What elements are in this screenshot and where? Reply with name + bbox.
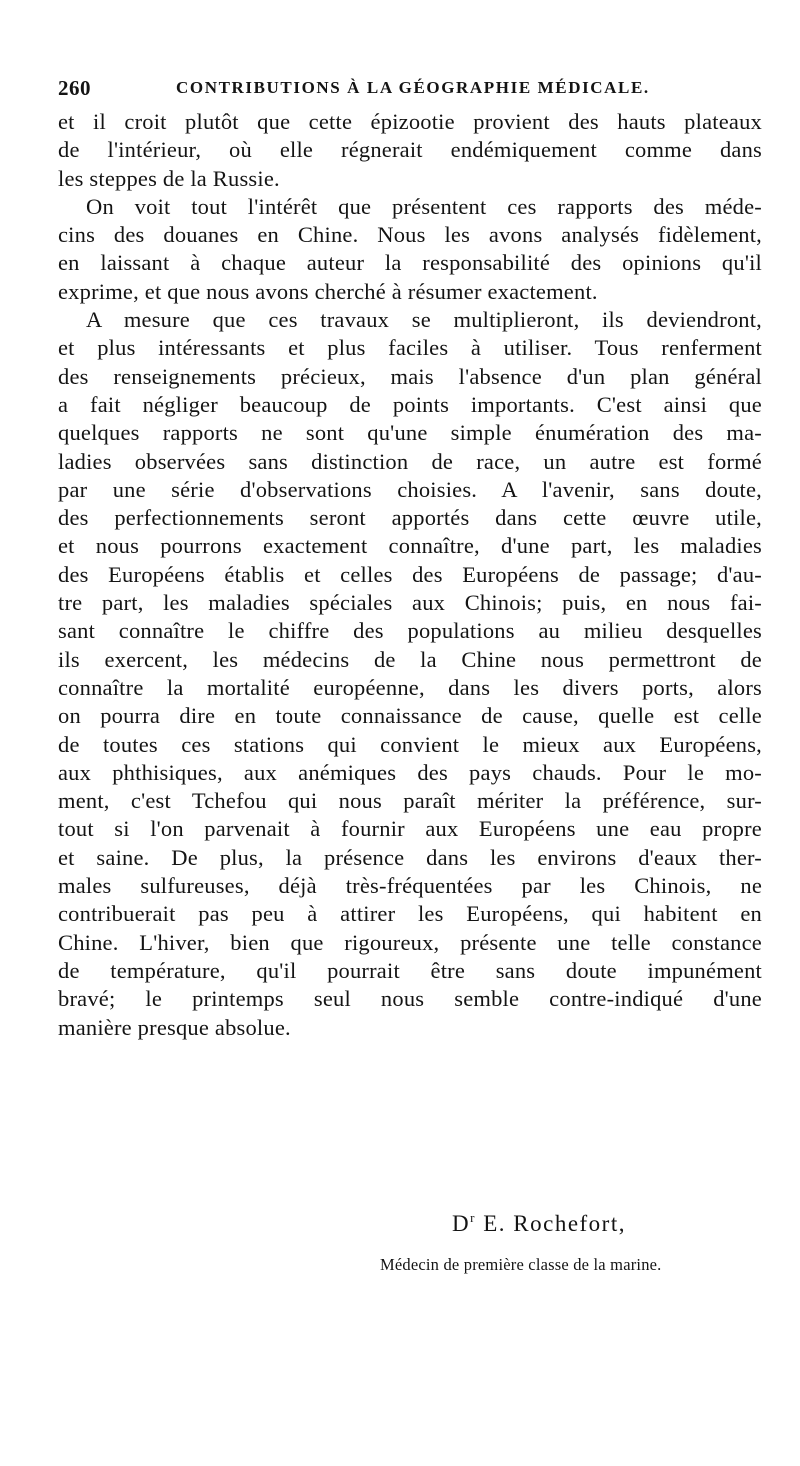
text-line: manière presque absolue. bbox=[58, 1014, 291, 1040]
text-line: A mesure que ces travaux se multiplieront, ils deviendront, bbox=[86, 307, 762, 333]
page-number: 260 bbox=[58, 76, 91, 100]
running-head bbox=[58, 76, 752, 100]
text-line: de température, qu'il pourrait être sans doute impunément bbox=[58, 957, 762, 983]
text-line: quelques rapports ne sont qu'une simple énumération des ma- bbox=[58, 420, 762, 446]
text-line: ladies observées sans distinction de race, un autre est formé bbox=[58, 448, 762, 474]
author-affiliation: Médecin de première classe de la marine. bbox=[380, 1255, 662, 1274]
text-line: tre part, les maladies spéciales aux Chinois; puis, en nous fai- bbox=[58, 590, 762, 616]
text-line: ment, c'est Tchefou qui nous paraît mériter la préférence, sur- bbox=[58, 788, 762, 814]
text-line: des renseignements précieux, mais l'absence d'un plan général bbox=[58, 363, 762, 389]
text-line: de l'intérieur, où elle régnerait endémiquement comme dans bbox=[58, 137, 762, 163]
text-line: en laissant à chaque auteur la responsabilité des opinions qu'il bbox=[58, 250, 762, 276]
text-line: a fait négliger beaucoup de points importants. C'est ainsi que bbox=[58, 391, 762, 417]
text-line: et saine. De plus, la présence dans les environs d'eaux ther- bbox=[58, 844, 762, 870]
text-line: on pourra dire en toute connaissance de cause, quelle est celle bbox=[58, 703, 762, 729]
text-line: exprime, et que nous avons cherché à résumer exactement. bbox=[58, 278, 598, 304]
running-title: CONTRIBUTIONS À LA GÉOGRAPHIE MÉDICALE. bbox=[176, 78, 650, 97]
author-title-superscript: r bbox=[470, 1210, 476, 1225]
text-line: males sulfureuses, déjà très-fréquentées par les Chinois, ne bbox=[58, 873, 762, 899]
text-line: et nous pourrons exactement connaître, d'une part, les maladies bbox=[58, 533, 762, 559]
text-line: contribuerait pas peu à attirer les Européens, qui habitent en bbox=[58, 901, 762, 927]
text-line: des perfectionnements seront apportés dans cette œuvre utile, bbox=[58, 505, 762, 531]
author-title: D bbox=[452, 1211, 471, 1236]
author-name: E. Rochefort, bbox=[483, 1211, 626, 1236]
text-line: On voit tout l'intérêt que présentent ces rapports des méde- bbox=[86, 193, 762, 219]
text-line: tout si l'on parvenait à fournir aux Européens une eau propre bbox=[58, 816, 762, 842]
text-line: cins des douanes en Chine. Nous les avons analysés fidèlement, bbox=[58, 222, 762, 248]
text-line: sant connaître le chiffre des populations au milieu desquelles bbox=[58, 618, 762, 644]
text-line: par une série d'observations choisies. A l'avenir, sans doute, bbox=[58, 476, 762, 502]
text-line: Chine. L'hiver, bien que rigoureux, présente une telle constance bbox=[58, 929, 762, 955]
text-line: les steppes de la Russie. bbox=[58, 165, 280, 191]
body-text bbox=[58, 108, 762, 1042]
text-line: bravé; le printemps seul nous semble contre-indiqué d'une bbox=[58, 986, 762, 1012]
author-signature bbox=[452, 1210, 626, 1237]
text-line: aux phthisiques, aux anémiques des pays chauds. Pour le mo- bbox=[58, 759, 762, 785]
text-line: des Européens établis et celles des Européens de passage; d'au- bbox=[58, 561, 762, 587]
text-line: et plus intéressants et plus faciles à utiliser. Tous renferment bbox=[58, 335, 762, 361]
text-line: et il croit plutôt que cette épizootie provient des hauts plateaux bbox=[58, 109, 762, 134]
text-line: connaître la mortalité européenne, dans les divers ports, alors bbox=[58, 674, 762, 700]
text-line: ils exercent, les médecins de la Chine nous permettront de bbox=[58, 646, 762, 672]
text-line: de toutes ces stations qui convient le mieux aux Européens, bbox=[58, 731, 762, 757]
